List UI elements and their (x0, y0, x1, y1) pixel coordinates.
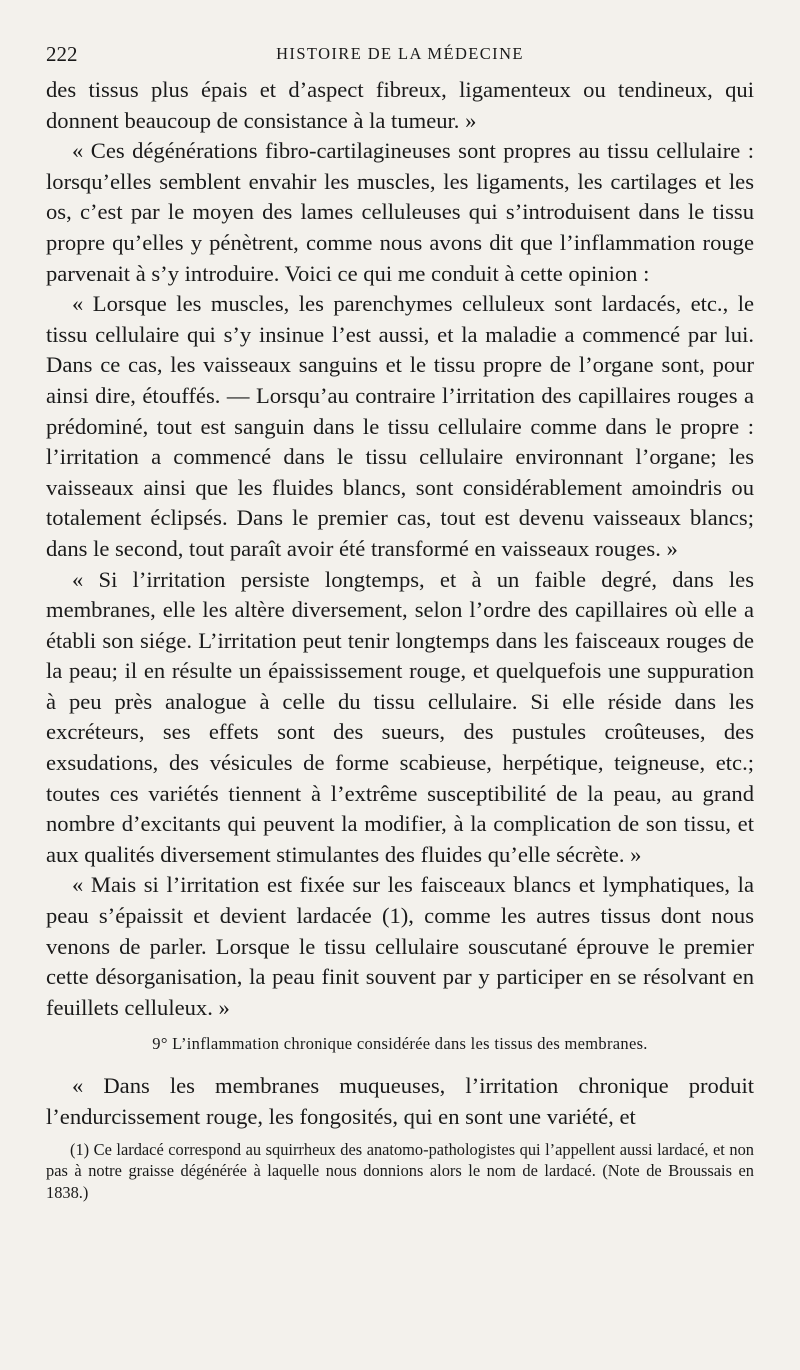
paragraph: « Lorsque les muscles, les parenchymes celluleux sont lardacés, etc., le tissu cellulaire qui s’y insinue l’est aussi, et la maladie a commencé par lui. Dans ce cas, les vaisseaux sanguins et le tissu propre de l’organe sont, pour ainsi dire, étouffés. — Lorsqu’au contraire l’irritation des capillaires rouges a prédominé, tout est sanguin dans le tissu cellulaire comme dans le propre : l’irritation a commencé dans le tissu cellulaire environnant l’organe; les vaisseaux ainsi que les fluides blancs, sont considérablement amoindris ou totalement éclipsés. Dans le premier cas, tout est devenu vaisseaux blancs; dans le second, tout paraît avoir été transformé en vaisseaux rouges. » (46, 291, 754, 561)
page-number: 222 (46, 42, 78, 66)
section-heading: 9° L’inflammation chronique considérée dans les tissus des membranes. (152, 1034, 648, 1054)
footnote-text: (1) Ce lardacé correspond au squirrheux des anatomo-pathologistes qui l’appellent aussi lardacé, et non pas à notre graisse dégénérée à laquelle nous donnions alors le nom de lardacé. (Note de Broussais en 1838.) (46, 1139, 754, 1202)
paragraph: « Mais si l’irritation est fixée sur les faisceaux blancs et lymphatiques, la peau s’épaissit et devient lardacée (1), comme les autres tissus dont nous venons de parler. Lorsque le tissu cellulaire souscutané éprouve le premier cette désorganisation, la peau finit souvent par y participer en se résolvant en feuillets celluleux. » (46, 872, 754, 1020)
running-title: HISTOIRE DE LA MÉDECINE (276, 44, 524, 63)
paragraph: « Dans les membranes muqueuses, l’irritation chronique produit l’endurcissement rouge, les fongosités, qui en sont une variété, et (46, 1073, 754, 1129)
main-text (46, 75, 754, 1133)
footnote (46, 1139, 754, 1204)
paragraph: des tissus plus épais et d’aspect fibreux, ligamenteux ou tendineux, qui donnent beaucoup de consistance à la tumeur. » (46, 77, 754, 133)
paragraph: « Si l’irritation persiste longtemps, et à un faible degré, dans les membranes, elle les altère diversement, selon l’ordre des capillaires où elle a établi son siége. L’irritation peut tenir longtemps dans les faisceaux rouges de la peau; il en résulte un épaississement rouge, et quelquefois une suppuration à peu près analogue à celle du tissu cellulaire. Si elle réside dans les excréteurs, ses effets sont des sueurs, des pustules croûteuses, des exsudations, des vésicules de forme scabieuse, herpétique, teigneuse, etc.; toutes ces variétés tiennent à l’extrême susceptibilité de la peau, au grand nombre d’excitants qui peuvent la modifier, à la complication de son tissu, et aux qualités diversement stimulantes des fluides qu’elle sécrète. » (46, 566, 754, 867)
page-header (46, 38, 754, 70)
paragraph: « Ces dégénérations fibro-cartilagineuses sont propres au tissu cellulaire : lorsqu’elles semblent envahir les muscles, les ligaments, les cartilages et les os, c’est par le moyen des lames celluleuses qui s’introduisent dans le tissu propre qu’elles y pénètrent, comme nous avons dit que l’inflammation rouge parvenait à s’y introduire. Voici ce qui me conduit à cette opinion : (46, 138, 754, 286)
